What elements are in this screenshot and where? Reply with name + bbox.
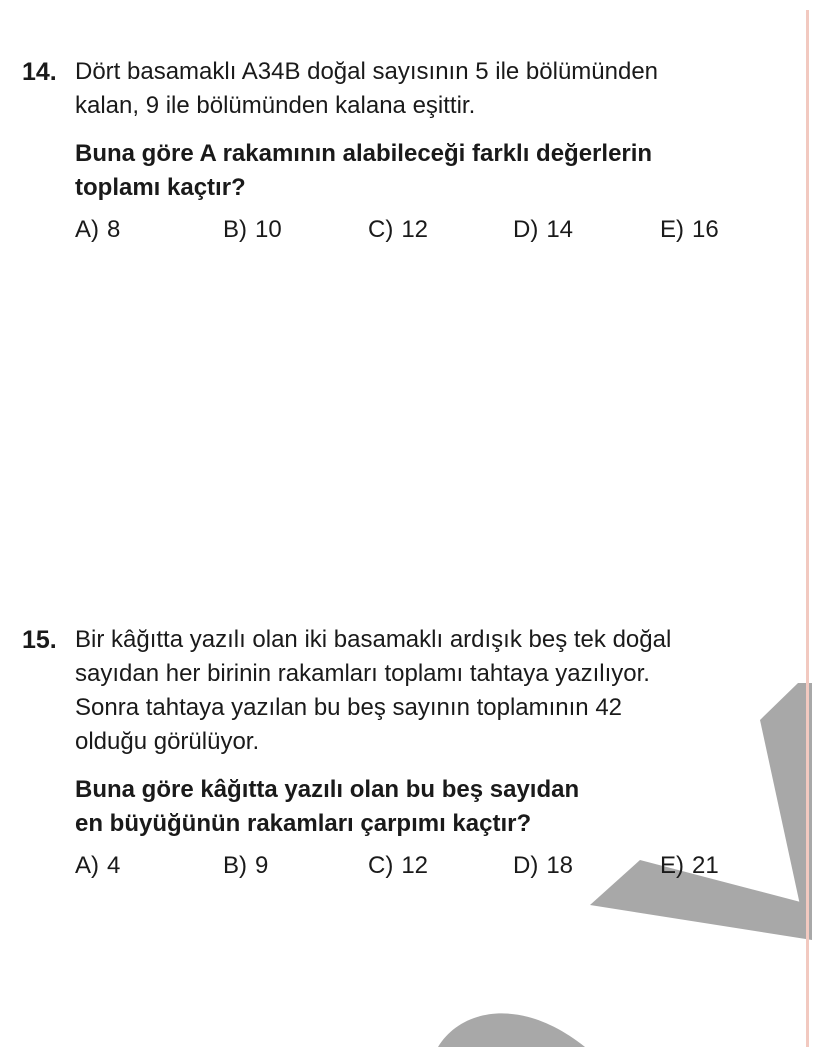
question-prompt [75, 137, 792, 205]
choice-c[interactable] [368, 849, 428, 883]
choice-letter: D) [513, 216, 539, 243]
stem-line: Dört basamaklı A34B doğal sayısının 5 ile bölümünden [75, 58, 659, 85]
prompt-line: Buna göre A rakamının alabileceği farklı değerlerin [75, 140, 653, 167]
choice-d[interactable] [513, 849, 573, 883]
question-14 [22, 55, 792, 249]
watermark-arc [438, 1013, 585, 1047]
question-stem [75, 55, 792, 123]
choice-value: 4 [107, 852, 121, 879]
choice-letter: C) [368, 852, 394, 879]
prompt-line: en büyüğünün rakamları çarpımı kaçtır? [75, 810, 532, 837]
choice-value: 9 [255, 852, 269, 879]
stem-line: olduğu görülüyor. [75, 728, 260, 755]
choice-letter: B) [223, 852, 247, 879]
question-15 [22, 623, 792, 885]
choice-letter: A) [75, 852, 99, 879]
question-prompt [75, 773, 792, 841]
choice-d[interactable] [513, 213, 573, 247]
choice-letter: E) [660, 852, 684, 879]
choice-value: 14 [546, 216, 574, 243]
stem-line: Sonra tahtaya yazılan bu beş sayının toplamının 42 [75, 694, 623, 721]
choice-value: 12 [401, 852, 429, 879]
prompt-line: toplamı kaçtır? [75, 174, 246, 201]
choice-letter: B) [223, 216, 247, 243]
question-number: 14. [22, 58, 57, 86]
choice-b[interactable] [223, 849, 268, 883]
answer-choices [75, 849, 792, 885]
stem-line: sayıdan her birinin rakamları toplamı tahtaya yazılıyor. [75, 660, 650, 687]
choice-a[interactable] [75, 849, 120, 883]
choice-value: 18 [546, 852, 574, 879]
stem-line: Bir kâğıtta yazılı olan iki basamaklı ardışık beş tek doğal [75, 626, 672, 653]
question-body [75, 623, 792, 885]
choice-letter: A) [75, 216, 99, 243]
choice-e[interactable] [660, 213, 719, 247]
prompt-line: Buna göre kâğıtta yazılı olan bu beş sayıdan [75, 776, 580, 803]
question-body [75, 55, 792, 249]
answer-choices [75, 213, 792, 249]
choice-value: 8 [107, 216, 121, 243]
choice-value: 16 [692, 216, 719, 243]
stem-line: kalan, 9 ile bölümünden kalana eşittir. [75, 92, 476, 119]
question-stem [75, 623, 792, 759]
choice-letter: C) [368, 216, 394, 243]
choice-b[interactable] [223, 213, 282, 247]
margin-line [806, 10, 809, 1047]
question-number: 15. [22, 626, 57, 654]
choice-letter: D) [513, 852, 539, 879]
choice-value: 10 [255, 216, 282, 243]
choice-e[interactable] [660, 849, 719, 883]
choice-value: 12 [401, 216, 429, 243]
choice-c[interactable] [368, 213, 428, 247]
choice-a[interactable] [75, 213, 120, 247]
choice-letter: E) [660, 216, 684, 243]
choice-value: 21 [692, 852, 719, 879]
